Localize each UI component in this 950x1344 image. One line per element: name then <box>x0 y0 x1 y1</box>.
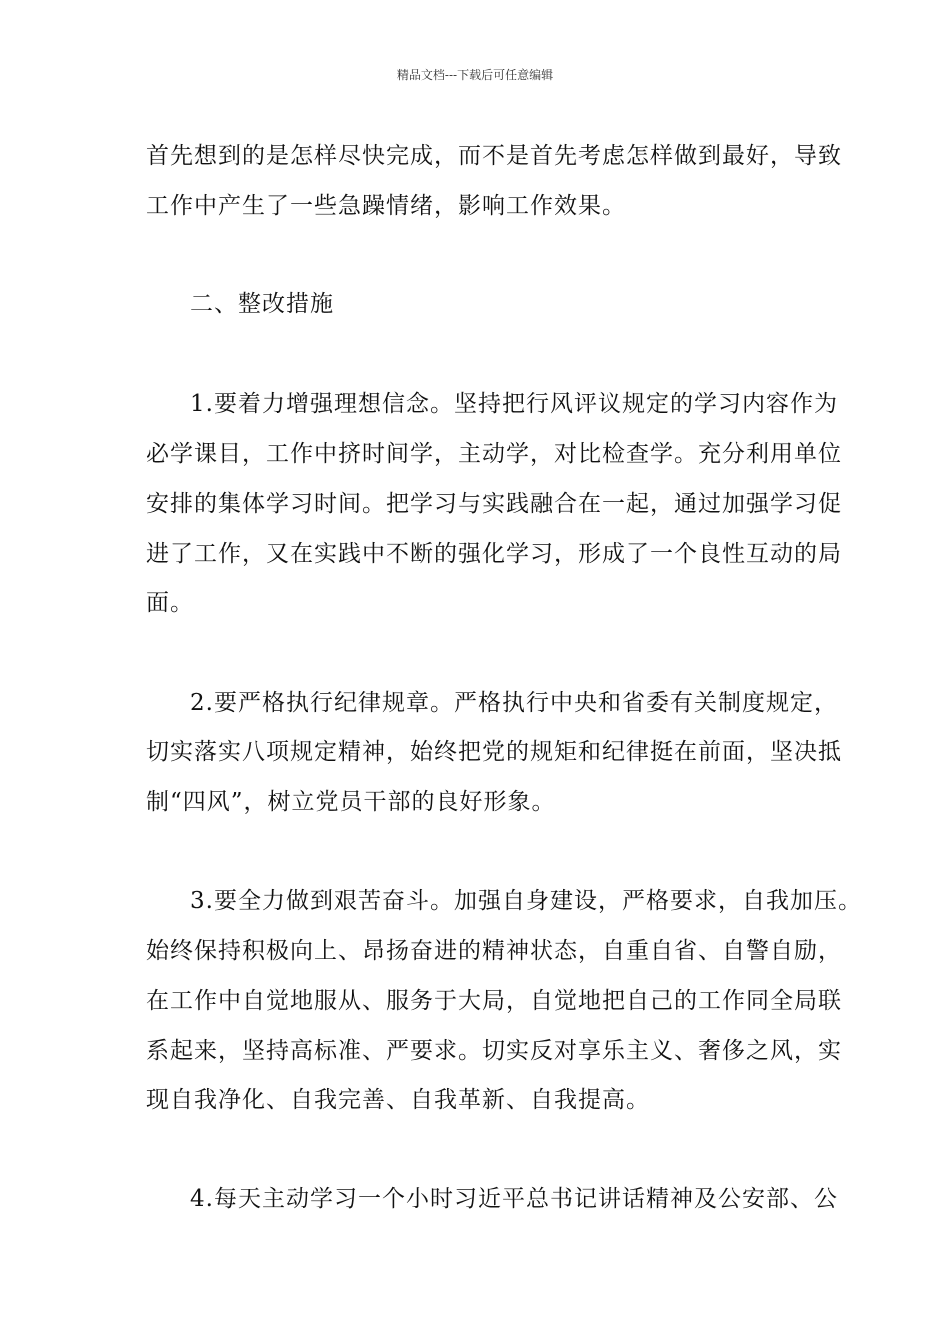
body-line: 制“四风”，树立党员干部的良好形象。 <box>146 789 556 815</box>
body-line: 必学课目，工作中挤时间学，主动学，对比检查学。充分利用单位 <box>146 441 842 467</box>
body-line: 首先想到的是怎样尽快完成，而不是首先考虑怎样做到最好，导致 <box>146 143 842 169</box>
body-line: 现自我净化、自我完善、自我革新、自我提高。 <box>146 1087 650 1113</box>
body-line: 面。 <box>146 590 194 616</box>
body-line: 进了工作，又在实践中不断的强化学习，形成了一个良性互动的局 <box>146 541 842 567</box>
section-heading: 二、整改措施 <box>190 291 334 317</box>
body-line: 3.要全力做到艰苦奋斗。加强自身建设，严格要求，自我加压。 <box>190 888 862 914</box>
body-line: 1.要着力增强理想信念。坚持把行风评议规定的学习内容作为 <box>190 391 838 417</box>
body-line: 安排的集体学习时间。把学习与实践融合在一起，通过加强学习促 <box>146 491 842 517</box>
body-line: 始终保持积极向上、昂扬奋进的精神状态，自重自省、自警自励， <box>146 938 842 964</box>
body-line: 系起来，坚持高标准、严要求。切实反对享乐主义、奢侈之风，实 <box>146 1038 842 1064</box>
body-line: 工作中产生了一些急躁情绪，影响工作效果。 <box>146 193 626 219</box>
body-line: 在工作中自觉地服从、服务于大局，自觉地把自己的工作同全局联 <box>146 988 842 1014</box>
body-line: 4.每天主动学习一个小时习近平总书记讲话精神及公安部、公 <box>190 1186 838 1212</box>
body-line: 切实落实八项规定精神，始终把党的规矩和纪律挺在前面，坚决抵 <box>146 739 842 765</box>
page-header: 精品文档---下载后可任意编辑 <box>396 68 554 82</box>
body-line: 2.要严格执行纪律规章。严格执行中央和省委有关制度规定， <box>190 690 838 716</box>
